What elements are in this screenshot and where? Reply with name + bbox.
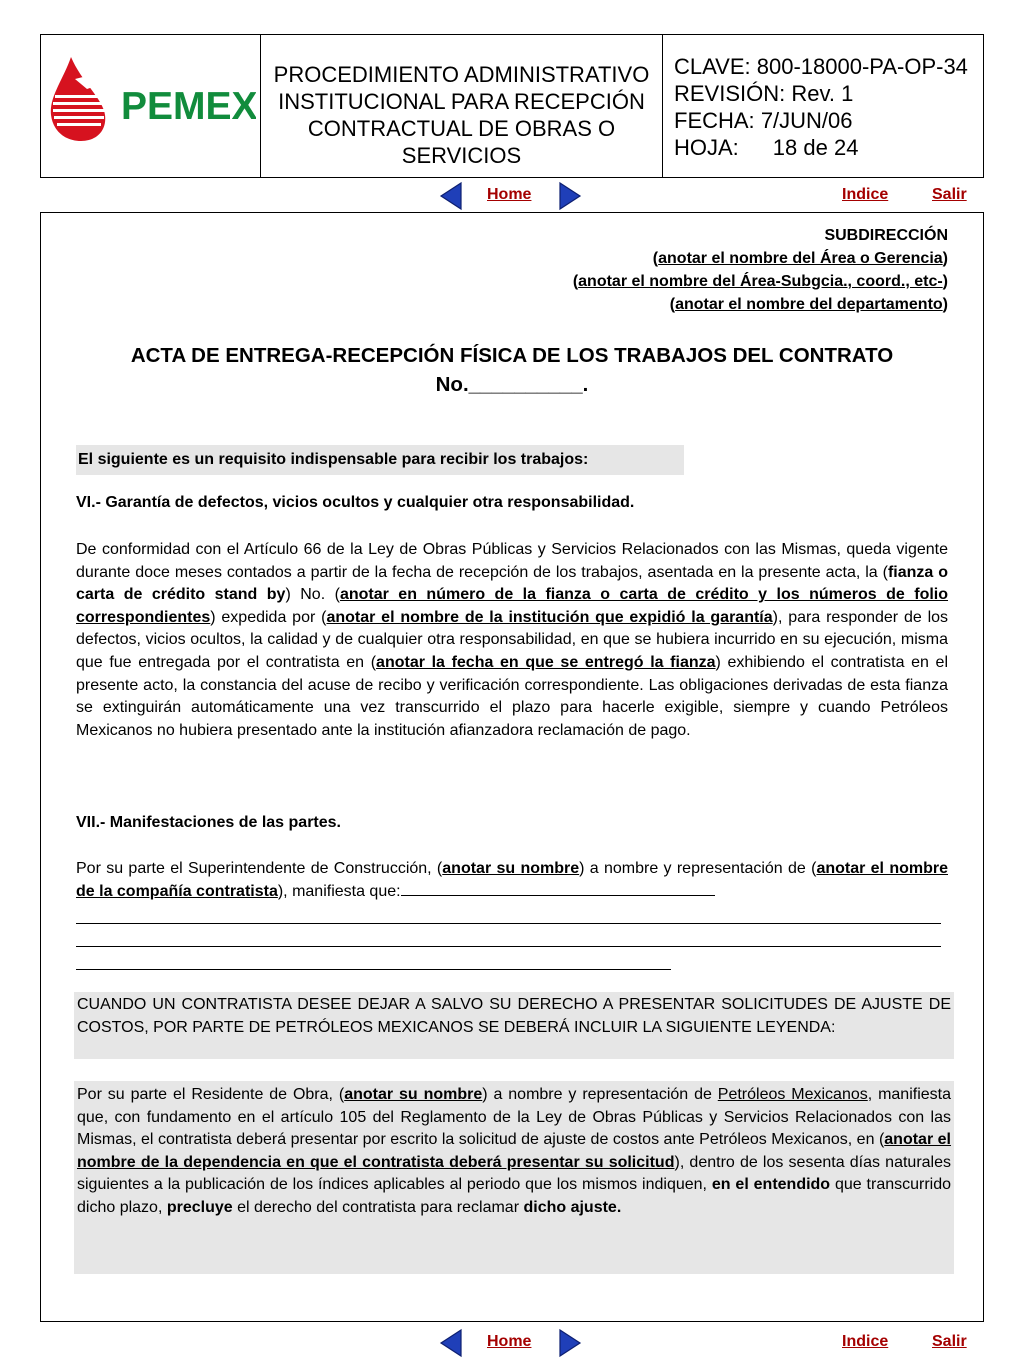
subarea-placeholder: anotar el nombre del Área-Subgcia., coord., etc- <box>578 273 943 290</box>
revision-label: REVISIÓN: <box>674 81 786 106</box>
home-link[interactable]: Home <box>487 1333 532 1350</box>
top-navigation <box>0 178 1024 214</box>
procedure-title <box>261 35 663 177</box>
act-title-text: ACTA DE ENTREGA-RECEPCIÓN FÍSICA DE LOS TRABAJOS DEL CONTRATO <box>130 344 894 367</box>
exit-link[interactable]: Salir <box>932 1333 967 1350</box>
previous-arrow-icon[interactable] <box>439 1328 463 1358</box>
home-link[interactable]: Home <box>487 186 532 203</box>
section-6-paragraph: De conformidad con el Artículo 66 de la Ley de Obras Públicas y Servicios Relacionados con las Mismas, queda vigente durante doce meses contados a partir de la fecha de recepción de los trabajos, asentada en la presente acta, la (fianza o carta de crédito stand by) No. (anotar en número de la fianza o carta de crédito y los números de folio correspondientes) expedida por (anotar el nombre de la institución que expidió la garantía), para responder de los defectos, vicios ocultos, la calidad y de cualquier otra responsabilidad, en que se hubiera incurrido en su ejecución, misma que fue entregada por el contratista en (anotar la fecha en que se entregó la fianza) exhibiendo el contratista en el presente acto, la constancia del acuse de recibo y verificación correspondiente. Las obligaciones derivadas de esta fianza se extinguirán automáticamente una vez transcurrido el plazo para hacerle exigible, siempre y cuando Petróleos Mexicanos no hubiera presentado ante la institución afianzadora reclamación de pago. <box>76 541 949 739</box>
act-title <box>76 341 948 399</box>
document-header <box>40 34 984 178</box>
subdireccion-block: SUBDIRECCIÓN (anotar el nombre del Área o Gerencia) (anotar el nombre del Área-Subgcia., coord., etc-) (anotar el nombre del departamento) <box>76 224 948 316</box>
blank-line-2[interactable] <box>76 926 941 947</box>
next-arrow-icon[interactable] <box>558 181 582 211</box>
section-7-paragraph: Por su parte el Superintendente de Construcción, (anotar su nombre) a nombre y representación de (anotar el nombre de la compañía contratista), manifiesta que: <box>76 860 948 900</box>
area-placeholder: anotar el nombre del Área o Gerencia <box>658 250 943 267</box>
date-label: FECHA: <box>674 108 755 133</box>
document-body <box>40 212 984 1322</box>
title-line-1: PROCEDIMIENTO ADMINISTRATIVO <box>273 62 650 87</box>
requirement-note: El siguiente es un requisito indispensable para recibir los trabajos: <box>76 445 684 475</box>
previous-arrow-icon[interactable] <box>439 181 463 211</box>
sheet-label: HOJA: <box>674 135 739 160</box>
resident-paragraph: Por su parte el Residente de Obra, (anotar su nombre) a nombre y representación de Petróleos Mexicanos, manifiesta que, con fundamento en el artículo 105 del Reglamento de la Ley de Obras Públicas y Servicios Relacionados con las Mismas, el contratista deberá presentar por escrito la solicitud de ajuste de costos ante Petróleos Mexicanos, en (anotar el nombre de la dependencia en que el contratista deberá presentar su solicitud), dentro de los sesenta días naturales siguientes a la publicación de los índices aplicables al periodo que los mismos indiquen, en el entendido que transcurrido dicho plazo, precluye el derecho del contratista para reclamar dicho ajuste. <box>74 1081 954 1274</box>
blank-line-1[interactable] <box>76 903 941 924</box>
section-7-title: VII.- Manifestaciones de las partes. <box>76 814 341 831</box>
subdireccion-title: SUBDIRECCIÓN <box>824 227 948 244</box>
adjustment-notice: CUANDO UN CONTRATISTA DESEE DEJAR A SALVO SU DERECHO A PRESENTAR SOLICITUDES DE AJUSTE DE COSTOS, POR PARTE DE PETRÓLEOS MEXICANOS SE DEBERÁ INCLUIR LA SIGUIENTE LEYENDA: <box>74 992 954 1059</box>
section-6-title: VI.- Garantía de defectos, vicios ocultos y cualquier otra responsabilidad. <box>76 494 635 511</box>
pemex-eagle-icon <box>41 35 256 175</box>
exit-link[interactable]: Salir <box>932 186 967 203</box>
title-line-4: SERVICIOS <box>401 143 522 168</box>
index-link[interactable]: Indice <box>842 1333 889 1350</box>
key-value: 800-18000-PA-OP-34 <box>756 54 968 79</box>
title-line-3: CONTRACTUAL DE OBRAS O <box>307 116 616 141</box>
pemex-logo <box>41 35 261 177</box>
title-line-2: INSTITUCIONAL PARA RECEPCIÓN <box>278 89 645 114</box>
pemex-logo-text: PEMEX <box>121 85 256 128</box>
next-arrow-icon[interactable] <box>558 1328 582 1358</box>
department-placeholder: anotar el nombre del departamento <box>675 296 943 313</box>
revision-value: Rev. 1 <box>791 81 854 106</box>
sheet-value: 18 de 24 <box>772 135 859 160</box>
act-number: No.__________. <box>435 373 589 396</box>
index-link[interactable]: Indice <box>842 186 889 203</box>
key-label: CLAVE: <box>674 54 751 79</box>
date-value: 7/JUN/06 <box>760 108 853 133</box>
blank-line-3[interactable] <box>76 949 671 970</box>
bottom-navigation <box>0 1325 1024 1361</box>
document-metadata <box>663 35 983 177</box>
